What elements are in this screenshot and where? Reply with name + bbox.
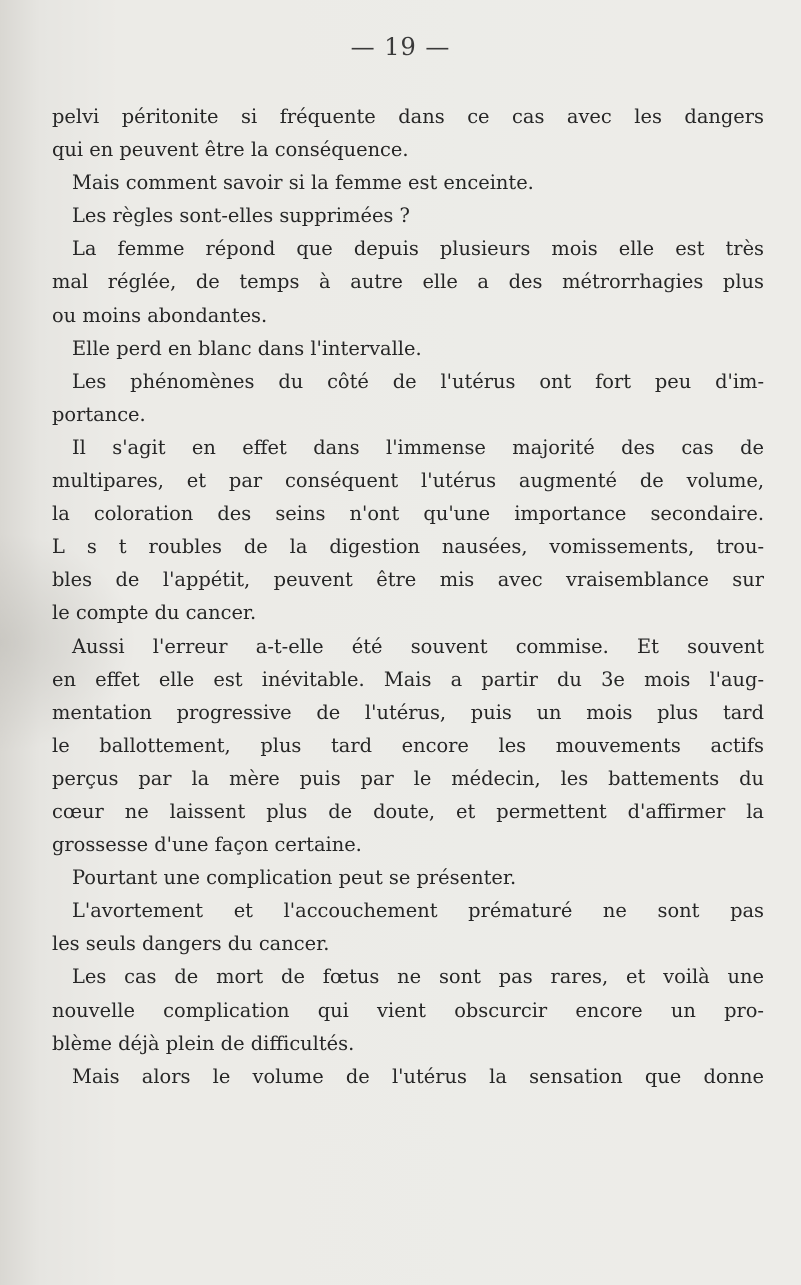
text-line: La femme répond que depuis plusieurs mois elle est très [72,237,764,261]
text-line: en effet elle est inévitable. Mais a partir du 3e mois l'aug- [52,667,764,691]
text-line: mentation progressive de l'utérus, puis un mois plus tard [52,700,764,724]
text-line: blème déjà plein de difficultés. [52,1031,355,1055]
text-line: Elle perd en blanc dans l'intervalle. [72,336,422,360]
page-number: — 19 — [350,33,451,61]
text-line: mal réglée, de temps à autre elle a des métrorrhagies plus [52,270,764,294]
text-line: qui en peuvent être la conséquence. [52,138,409,162]
text-line: Les phénomènes du côté de l'utérus ont fort peu d'im- [72,369,764,393]
text-line: Mais comment savoir si la femme est enceinte. [72,171,534,195]
text-line: cœur ne laissent plus de doute, et permettent d'affirmer la [52,799,764,823]
text-line: le compte du cancer. [52,601,257,625]
text-line: Les cas de mort de fœtus ne sont pas rares, et voilà une [72,965,764,989]
text-line: Il s'agit en effet dans l'immense majorité des cas de [72,435,764,459]
text-line: Mais alors le volume de l'utérus la sensation que donne [72,1064,764,1088]
text-line: L'avortement et l'accouchement prématuré ne sont pas [72,899,764,923]
text-line: les seuls dangers du cancer. [52,932,330,956]
text-line: Aussi l'erreur a-t-elle été souvent commise. Et souvent [72,634,764,658]
text-line: ou moins abondantes. [52,303,268,327]
text-line: bles de l'appétit, peuvent être mis avec vraisemblance sur [52,568,764,592]
body-text [52,100,764,1093]
text-line: multipares, et par conséquent l'utérus augmenté de volume, [52,469,764,493]
text-line: le ballottement, plus tard encore les mouvements actifs [52,733,764,757]
text-line: L s t roubles de la digestion nausées, vomissements, trou- [52,535,764,559]
text-line: Les règles sont-elles supprimées ? [72,204,410,228]
text-line: portance. [52,402,146,426]
text-line: Pourtant une complication peut se présenter. [72,866,517,890]
text-line: la coloration des seins n'ont qu'une importance secondaire. [52,502,764,526]
text-line: grossesse d'une façon certaine. [52,833,362,857]
text-line: nouvelle complication qui vient obscurcir encore un pro- [52,998,764,1022]
text-line: pelvi péritonite si fréquente dans ce cas avec les dangers [52,105,764,128]
text-line: perçus par la mère puis par le médecin, les battements du [52,766,764,790]
